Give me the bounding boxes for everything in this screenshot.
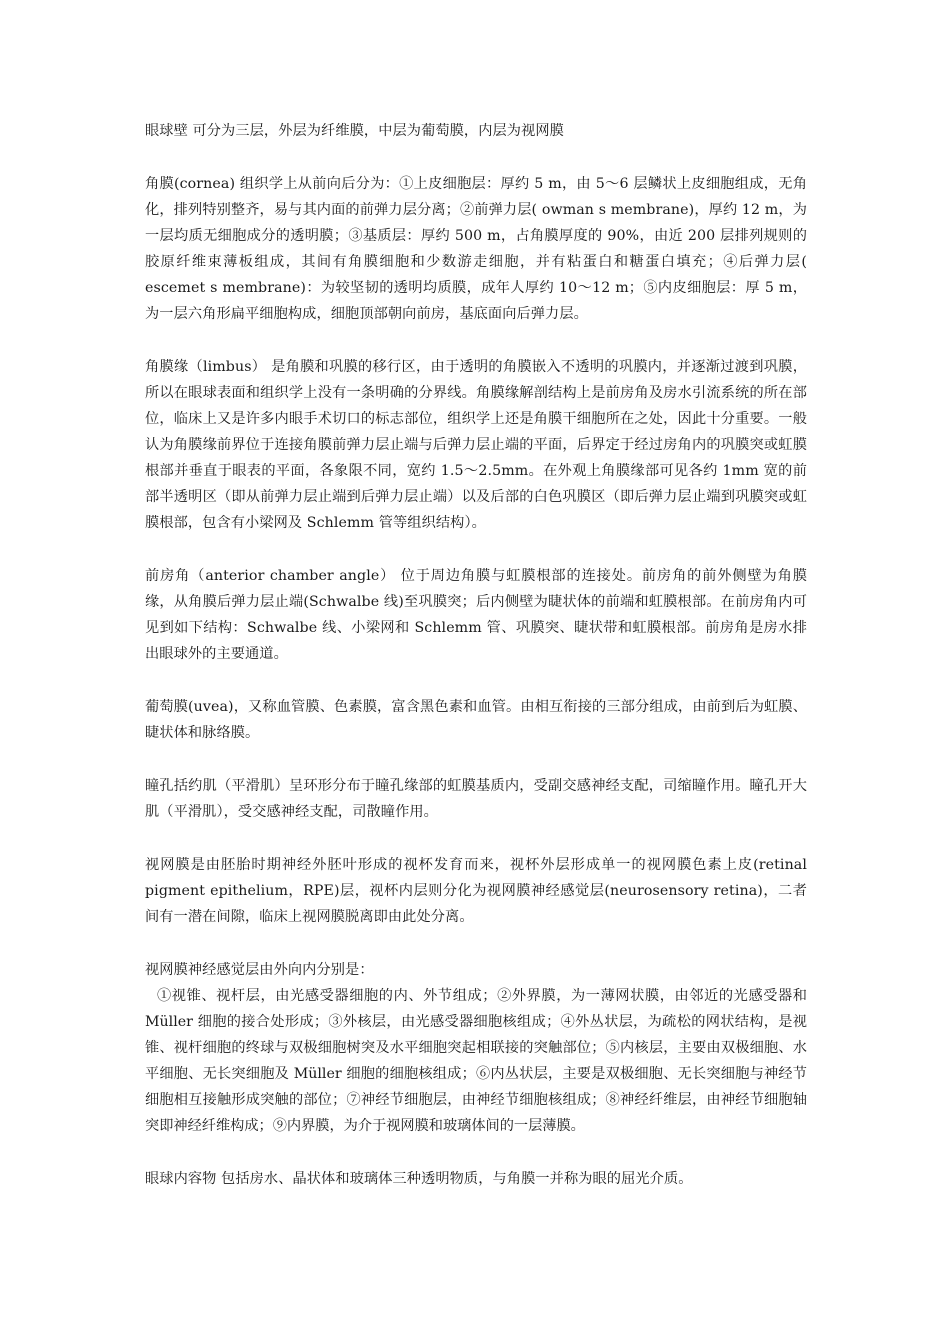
paragraph-cornea: 角膜(cornea) 组织学上从前向后分为：①上皮细胞层：厚约 5 m，由 5～6 层鳞状上皮细胞组成，无角化，排列特别整齐，易与其内面的前弹力层分离；②前弹力层( owman s membrane)，厚约 12 m，为一层均质无细胞成分的透明膜；③基质层：厚约 500 m，占角膜厚度的 90%，由近 200 层排列规则的胶原纤维束薄板组成，其间有角膜细胞和少数游走细胞，并有粘蛋白和糖蛋白填充；④后弹力层( escemet s membrane)：为较坚韧的透明均质膜，成年人厚约 10～12 m；⑤内皮细胞层：厚 5 m，为一层六角形扁平细胞构成，细胞顶部朝向前房，基底面向后弹力层。 <box>145 176 807 322</box>
paragraph-eyeball-wall: 眼球壁 可分为三层，外层为纤维膜，中层为葡萄膜，内层为视网膜 <box>145 123 564 139</box>
paragraph-pupil-muscles: 瞳孔括约肌（平滑肌）呈环形分布于瞳孔缘部的虹膜基质内，受副交感神经支配，司缩瞳作用。瞳孔开大肌（平滑肌），受交感神经支配，司散瞳作用。 <box>145 778 807 820</box>
paragraph-retina-layers: ①视锥、视杆层，由光感受器细胞的内、外节组成；②外界膜，为一薄网状膜，由邻近的光感受器和 Müller 细胞的接合处形成；③外核层，由光感受器细胞核组成；④外丛状层，为疏松的网状结构，是视锥、视杆细胞的终球与双极细胞树突及水平细胞突起相联接的突触部位；⑤内核层，主要由双极细胞、水平细胞、无长突细胞及 Müller 细胞的细胞核组成；⑥内丛状层，主要是双极细胞、无长突细胞与神经节细胞相互接触形成突触的部位；⑦神经节细胞层，由神经节细胞核组成；⑧神经纤维层，由神经节细胞轴突即神经纤维构成；⑨内界膜，为介于视网膜和玻璃体间的一层薄膜。 <box>145 988 807 1134</box>
paragraph-retina: 视网膜是由胚胎时期神经外胚叶形成的视杯发育而来，视杯外层形成单一的视网膜色素上皮(retinal pigment epithelium，RPE)层，视杯内层则分化为视网膜神经感觉层(neurosensory retina)，二者间有一潜在间隙，临床上视网膜脱离即由此处分离。 <box>145 857 807 925</box>
paragraph-anterior-chamber-angle: 前房角（anterior chamber angle） 位于周边角膜与虹膜根部的连接处。前房角的前外侧壁为角膜缘，从角膜后弹力层止端(Schwalbe 线)至巩膜突；后内侧壁为睫状体的前端和虹膜根部。在前房角内可见到如下结构：Schwalbe 线、小梁网和 Schlemm 管、巩膜突、睫状带和虹膜根部。前房角是房水排出眼球外的主要通道。 <box>145 568 807 662</box>
paragraph-eye-contents: 眼球内容物 包括房水、晶状体和玻璃体三种透明物质，与角膜一并称为眼的屈光介质。 <box>145 1171 693 1187</box>
paragraph-retina-layers-heading: 视网膜神经感觉层由外向内分别是： <box>145 962 374 978</box>
paragraph-limbus: 角膜缘（limbus） 是角膜和巩膜的移行区，由于透明的角膜嵌入不透明的巩膜内，并逐渐过渡到巩膜，所以在眼球表面和组织学上没有一条明确的分界线。角膜缘解剖结构上是前房角及房水引流系统的所在部位，临床上又是许多内眼手术切口的标志部位，组织学上还是角膜干细胞所在之处，因此十分重要。一般认为角膜缘前界位于连接角膜前弹力层止端与后弹力层止端的平面，后界定于经过房角内的巩膜突或虹膜根部并垂直于眼表的平面，各象限不同，宽约 1.5～2.5mm。在外观上角膜缘部可见各约 1mm 宽的前部半透明区（即从前弹力层止端到后弹力层止端）以及后部的白色巩膜区（即后弹力层止端到巩膜突或虹膜根部，包含有小梁网及 Schlemm 管等组织结构）。 <box>145 359 807 531</box>
document-page <box>145 118 807 1219</box>
paragraph-uvea: 葡萄膜(uvea)，又称血管膜、色素膜，富含黑色素和血管。由相互衔接的三部分组成，由前到后为虹膜、睫状体和脉络膜。 <box>145 699 807 741</box>
